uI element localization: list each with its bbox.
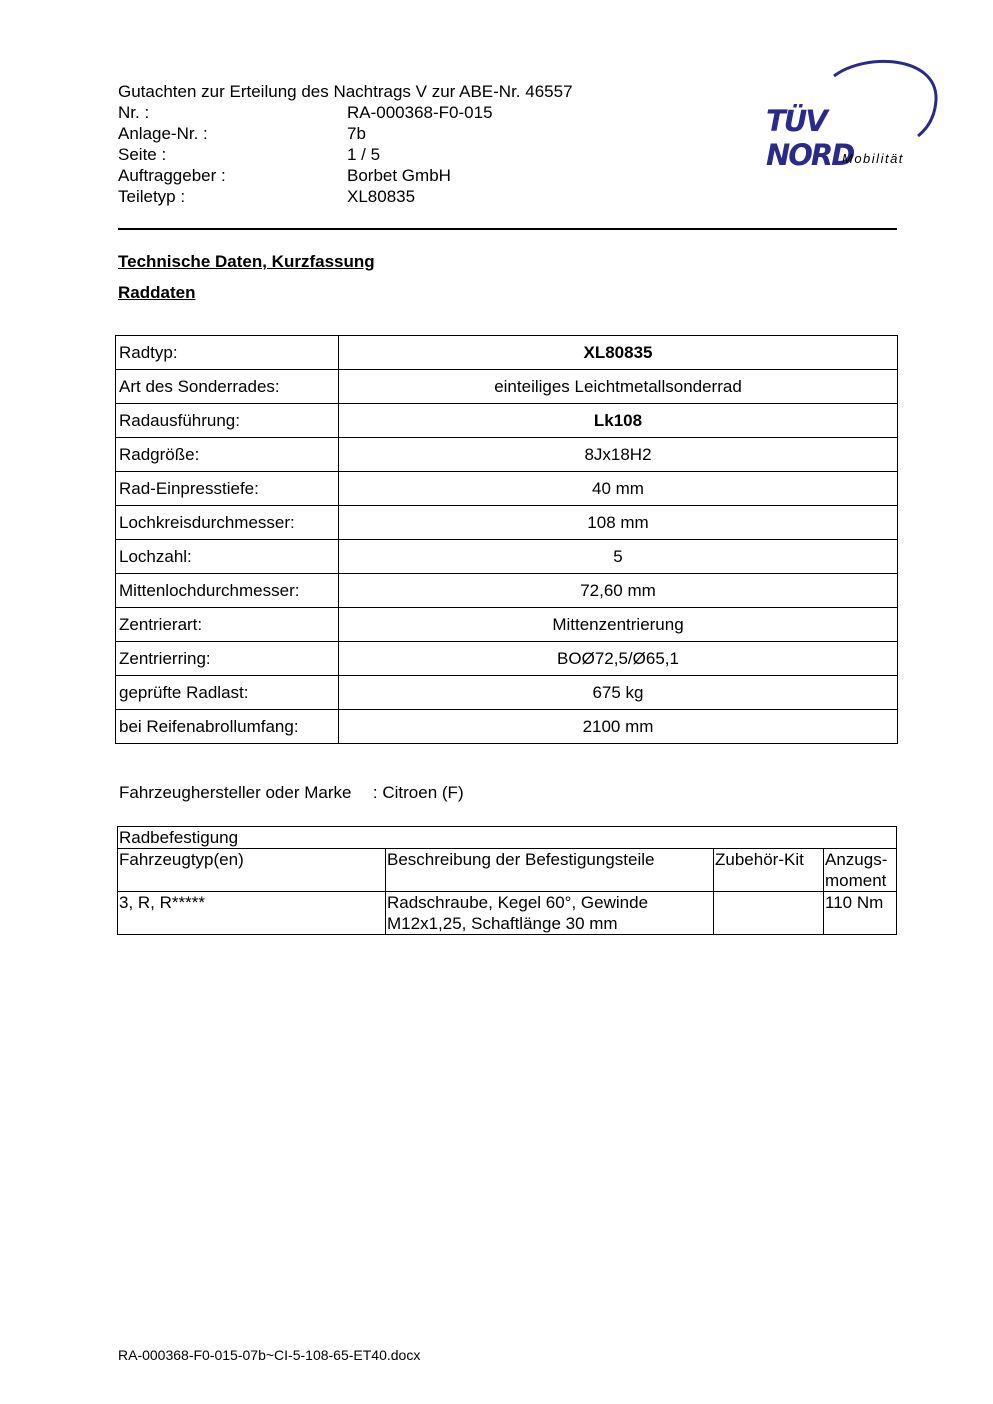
header-label-anlage: Anlage-Nr. :	[118, 124, 208, 143]
wheel-mounting-table	[117, 826, 897, 935]
row-value: einteiliges Leichtmetallsonderrad	[339, 370, 898, 404]
table-header-row	[118, 849, 897, 892]
cell-description-line2: M12x1,25, Schaftlänge 30 mm	[387, 914, 618, 933]
table-row	[116, 608, 898, 642]
header-value-nr: RA-000368-F0-015	[347, 103, 493, 122]
table-row	[116, 404, 898, 438]
vehicle-maker-label: Fahrzeughersteller oder Marke	[119, 783, 352, 802]
row-value: 108 mm	[339, 506, 898, 540]
row-label: Zentrierart:	[116, 608, 339, 642]
row-value: 5	[339, 540, 898, 574]
vehicle-maker-value: : Citroen (F)	[372, 783, 464, 802]
document-title: Gutachten zur Erteilung des Nachtrags V zur ABE-Nr. 46557	[118, 82, 573, 101]
row-label: Mittenlochdurchmesser:	[116, 574, 339, 608]
table-row	[118, 827, 897, 849]
header-accessory-kit: Zubehör-Kit	[714, 849, 824, 892]
row-label: Rad-Einpresstiefe:	[116, 472, 339, 506]
wheel-data-table	[115, 335, 898, 744]
header-value-seite: 1 / 5	[347, 145, 381, 164]
row-value: 2100 mm	[339, 710, 898, 744]
header-value-auftraggeber: Borbet GmbH	[347, 166, 451, 185]
cell-description	[386, 892, 714, 935]
header-value-anlage: 7b	[347, 124, 366, 143]
table-row	[116, 574, 898, 608]
row-value: 40 mm	[339, 472, 898, 506]
header-torque-line1: Anzugs-	[825, 850, 888, 869]
table-row	[118, 892, 897, 935]
cell-vehicle-types: 3, R, R*****	[118, 892, 386, 935]
table-row	[116, 370, 898, 404]
table-row	[116, 642, 898, 676]
header-vehicle-types: Fahrzeugtyp(en)	[118, 849, 386, 892]
row-value: 8Jx18H2	[339, 438, 898, 472]
table-row	[116, 506, 898, 540]
header-label-teiletyp: Teiletyp :	[118, 187, 186, 206]
row-label: bei Reifenabrollumfang:	[116, 710, 339, 744]
table-row	[116, 676, 898, 710]
row-value: 72,60 mm	[339, 574, 898, 608]
cell-description-line1: Radschraube, Kegel 60°, Gewinde	[387, 893, 649, 912]
logo-brand: TÜV NORD	[766, 104, 854, 172]
section-wheel-title: Raddaten	[118, 283, 196, 302]
row-label: Zentrierring:	[116, 642, 339, 676]
header-value-teiletyp: XL80835	[347, 187, 416, 206]
table-row	[116, 336, 898, 370]
section-technical-title: Technische Daten, Kurzfassung	[118, 252, 375, 271]
footer-filename: RA-000368-F0-015-07b~CI-5-108-65-ET40.docx	[118, 1347, 421, 1363]
tuv-nord-logo	[766, 58, 941, 173]
table-row	[116, 540, 898, 574]
table-row	[116, 710, 898, 744]
header-label-auftraggeber: Auftraggeber :	[118, 166, 226, 185]
header-label-seite: Seite :	[118, 145, 167, 164]
row-label: Radausführung:	[116, 404, 339, 438]
row-value: XL80835	[339, 336, 898, 370]
row-value: Mittenzentrierung	[339, 608, 898, 642]
table-row	[116, 472, 898, 506]
cell-accessory-kit	[714, 892, 824, 935]
row-label: Lochkreisdurchmesser:	[116, 506, 339, 540]
mounting-title: Radbefestigung	[118, 827, 897, 849]
row-label: Radtyp:	[116, 336, 339, 370]
vehicle-maker-line	[119, 783, 464, 803]
header-divider	[118, 228, 897, 230]
row-label: Radgröße:	[116, 438, 339, 472]
row-label: Art des Sonderrades:	[116, 370, 339, 404]
header-torque	[824, 849, 897, 892]
row-value: 675 kg	[339, 676, 898, 710]
logo-subtitle: Mobilität	[842, 151, 904, 166]
cell-torque: 110 Nm	[824, 892, 897, 935]
header-label-nr: Nr. :	[118, 103, 150, 122]
row-label: geprüfte Radlast:	[116, 676, 339, 710]
row-value: Lk108	[339, 404, 898, 438]
header-torque-line2: moment	[825, 871, 887, 890]
row-value: BOØ72,5/Ø65,1	[339, 642, 898, 676]
table-row	[116, 438, 898, 472]
header-description: Beschreibung der Befestigungsteile	[386, 849, 714, 892]
row-label: Lochzahl:	[116, 540, 339, 574]
